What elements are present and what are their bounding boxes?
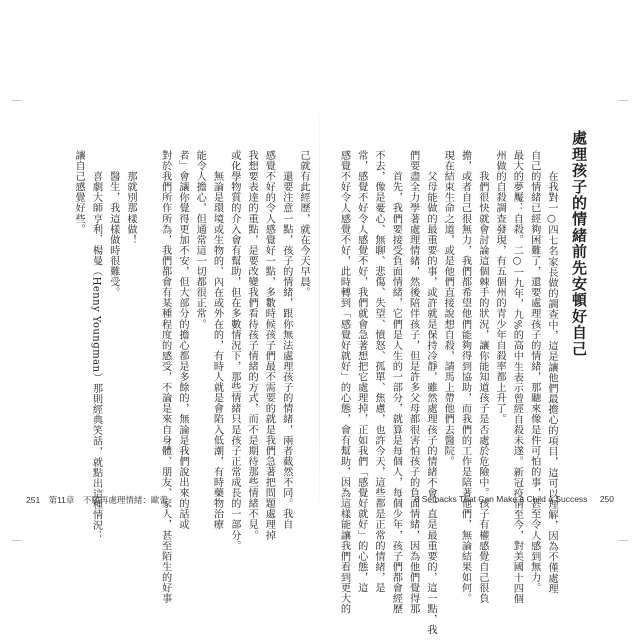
right-page-body <box>335 150 560 636</box>
left-text-line: 還要注意一點，孩子的情緒，跟你無法處理孩子的情緒，兩者截然不同。我自 <box>280 150 292 530</box>
crop-mark <box>618 100 628 101</box>
right-page-number: 250 <box>599 494 614 504</box>
right-running-head: 8 Setbacks That Can Make a Child a Success <box>414 494 588 504</box>
crop-mark <box>12 100 22 101</box>
right-text-line: 感覺不好令人感覺不好，此時轉到「感覺好就好」的心態，會有幫助，因為這樣能讓我們看到更大的 <box>338 150 350 615</box>
left-text-line: 己就有此經歷，就在今天早晨。 <box>298 150 309 298</box>
left-running-head: 第11章 不願再處理情緒：歐蕾 <box>48 495 168 505</box>
section-heading: 處理孩子的情緒前先安頓好自己 <box>570 130 588 357</box>
right-text-line: 們要盡全力學著處理情緒，然後陪伴孩子，但是許多父母都很害怕孩子的負面情緒，因為他們覺得那 <box>407 150 419 615</box>
left-text-line: 讓自己感覺好些。 <box>73 150 85 235</box>
right-text-line: 父母能做的最重要的事，或許就是保持冷靜，雖然處理孩子的情緒不會一直是最重要的，這一點，我 <box>424 150 436 636</box>
right-page <box>320 0 640 640</box>
left-text-line: 我想要表達的重點，是要改變我們看待孩子情緒的方式，而不是期待那些情緒不見。 <box>246 150 258 541</box>
crop-mark <box>618 540 628 541</box>
right-text-line: 常，感覺不好令人感覺不好，我們就會急著想把它處理掉，正如我們「感覺好就好」的心態，這 <box>355 150 367 594</box>
right-text-line: 首先，我們要接受負面情緒，它們是人生的一部分，就算是每個人，每個少年，孩子們都會經歷 <box>390 150 402 615</box>
left-text-line: 那就別那樣做！ <box>125 150 137 245</box>
right-text-line: 在我對一○四七名家長做的調查中，這是讓他們最擔心的項目，這可以理解，因為不僅處理 <box>546 150 557 594</box>
right-text-line: 自己的情緒已經夠困難了，還要處理孩子的情緒，那聽來像是件可怕的事，甚至令人感到無力。 <box>528 150 540 594</box>
left-text-line: 醫生，我這樣做時很難受。 <box>107 150 119 298</box>
left-text-line: 能令人擔心，但通常這一切都很正常。 <box>194 150 206 330</box>
right-text-line: 擔，或者自己很無力，我們都希望他們能夠得到協助，而我們的工作是陪著他們，無論結果如何。 <box>459 150 471 604</box>
right-text-line: 最大的夢魘：自殺。二○一九年，九%的高中生表示曾經自殺未遂。新冠疫情至今，對美國十四個 <box>511 150 523 604</box>
right-text-line: 現在結束生命之道，或是他們直接說想自殺，請馬上帶他們去醫院。 <box>442 150 454 467</box>
right-text-line: 不去，像是憂心、無聊、悲傷、失望、憤怒、孤單、焦慮，也許今天，這些都是正常的情緒，是 <box>373 150 385 594</box>
right-page-footer <box>415 494 614 504</box>
left-text-line: 喜劇大師亨利．楊曼（Henny Youngman）那則經典笑話，就點出這種情況： <box>90 150 102 542</box>
right-text-line: 州做的自殺調查發現，有五個州的青少年自殺率都上升了。 <box>494 150 506 425</box>
left-text-line: 對於我們所作所為，我們都會有某種程度的感受，不論是來自身體、朋友、家人，甚至陌生的好事 <box>159 150 171 604</box>
left-text-line: 感覺不好的令人感覺好一點，多數時候孩子們最不需要的就是我們急著把問題處理掉 <box>263 150 275 541</box>
left-page-number: 251 <box>26 495 41 505</box>
right-text-line: 我們很快就會討論這個棘手的狀況，讓你能知道孩子是否處於危險中。孩子有權感覺自己很負 <box>476 150 488 604</box>
left-text-line <box>139 150 156 500</box>
left-page-footer <box>26 494 168 506</box>
left-text-line: 或化學物質的介入會有幫助，但在多數情況下，那些情緒只是孩子正常成長的一部分。 <box>228 150 240 551</box>
left-text-line: 無論是環境或生物的、內在或外在的，有時人就是會陷入低潮，有時藥物治療 <box>211 150 223 530</box>
left-text-line: 者」會讓你覺得更加不安，但大部分的擔心都是多餘的，無論是我們說出來的話或 <box>176 150 188 530</box>
crop-mark <box>12 540 22 541</box>
